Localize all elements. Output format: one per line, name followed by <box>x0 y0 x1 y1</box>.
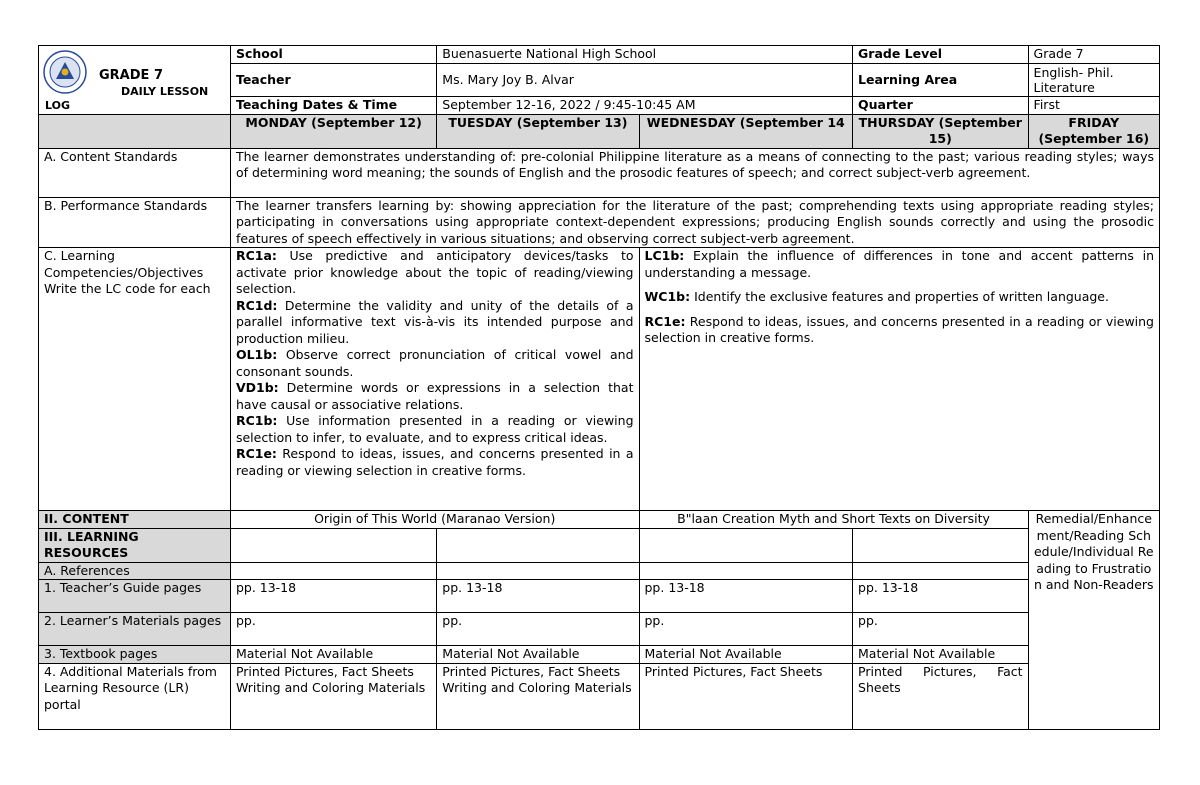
teacher-value: Ms. Mary Joy B. Alvar <box>437 64 853 97</box>
header-logo-cell <box>39 46 231 115</box>
competency-item: RC1e: Respond to ideas, issues, and concerns presented in a reading or viewing selection in creative forms. <box>235 446 634 478</box>
learning-resources-label: III. LEARNING RESOURCES <box>39 528 231 562</box>
empty-cell <box>853 528 1029 562</box>
competency-item: WC1b: Identify the exclusive features and properties of written language. <box>644 289 1109 304</box>
daily-lesson-title: DAILY LESSON <box>121 85 209 98</box>
learning-area-value: English- Phil. Literature <box>1028 64 1159 97</box>
competency-item: VD1b: Determine words or expressions in a selection that have causal or associative relations. <box>235 380 634 412</box>
log-title: LOG <box>45 99 70 112</box>
learning-area-label: Learning Area <box>853 64 1029 97</box>
dates-label: Teaching Dates & Time <box>230 97 436 115</box>
competency-item: RC1e: Respond to ideas, issues, and concerns presented in a reading or viewing selection in creative forms. <box>644 313 1154 345</box>
textbook-wednesday: Material Not Available <box>639 646 853 664</box>
quarter-label: Quarter <box>853 97 1029 115</box>
textbook-monday: Material Not Available <box>230 646 436 664</box>
deped-seal-icon <box>43 50 87 94</box>
competency-item: RC1b: Use information presented in a reading or viewing selection to infer, to evaluate, and to express critical ideas. <box>235 413 634 445</box>
textbook-thursday: Material Not Available <box>853 646 1029 664</box>
competency-item: RC1d: Determine the validity and unity of the details of a parallel informative text vis-à-vis its intended purpose and production milieu. <box>235 297 634 346</box>
additional-materials-label: 4. Additional Materials from Learning Resource (LR) portal <box>39 663 231 729</box>
teachers-guide-monday: pp. 13-18 <box>230 580 436 613</box>
learners-materials-tuesday: pp. <box>437 613 639 646</box>
teachers-guide-label: 1. Teacher’s Guide pages <box>39 580 231 613</box>
empty-cell <box>230 528 436 562</box>
grade-title: GRADE 7 <box>99 68 163 83</box>
daily-lesson-log-table <box>38 45 1160 730</box>
empty-cell <box>639 528 853 562</box>
additional-materials-tuesday: Printed Pictures, Fact Sheets Writing and Coloring Materials <box>437 663 639 729</box>
textbook-tuesday: Material Not Available <box>437 646 639 664</box>
empty-cell <box>639 562 853 580</box>
empty-cell <box>230 562 436 580</box>
day-tuesday: TUESDAY (September 13) <box>437 114 639 148</box>
school-value: Buenasuerte National High School <box>437 46 853 64</box>
content-wed-thu: B"laan Creation Myth and Short Texts on Diversity <box>639 511 1028 529</box>
performance-standards-value: The learner transfers learning by: showing appreciation for the literature of the past; comprehending texts using appropriate reading styles; participating in conversations using appropriate context-dependent expressions; producing English sounds correctly and using the prosodic features of speech effectively in various situations; and observing correct subject-verb agreement. <box>230 197 1159 248</box>
additional-materials-wednesday: Printed Pictures, Fact Sheets <box>639 663 853 729</box>
references-label: A. References <box>39 562 231 580</box>
additional-materials-thursday: Printed Pictures, Fact Sheets <box>853 663 1029 729</box>
learners-materials-monday: pp. <box>230 613 436 646</box>
learners-materials-wednesday: pp. <box>639 613 853 646</box>
empty-cell <box>853 562 1029 580</box>
content-label: II. CONTENT <box>39 511 231 529</box>
quarter-value: First <box>1028 97 1159 115</box>
additional-materials-monday: Printed Pictures, Fact Sheets Writing and Coloring Materials <box>230 663 436 729</box>
day-wednesday: WEDNESDAY (September 14 <box>639 114 853 148</box>
day-monday: MONDAY (September 12) <box>230 114 436 148</box>
friday-remedial-note: Remedial/Enhancement/Reading Schedule/Individual Reading to Frustration and Non-Readers <box>1028 511 1159 730</box>
learners-materials-label: 2. Learner’s Materials pages <box>39 613 231 646</box>
teachers-guide-wednesday: pp. 13-18 <box>639 580 853 613</box>
content-standards-label: A. Content Standards <box>39 148 231 197</box>
grade-level-value: Grade 7 <box>1028 46 1159 64</box>
teacher-label: Teacher <box>230 64 436 97</box>
learners-materials-thursday: pp. <box>853 613 1029 646</box>
day-header-blank <box>39 114 231 148</box>
competency-item: OL1b: Observe correct pronunciation of critical vowel and consonant sounds. <box>235 347 634 379</box>
competencies-label: C. Learning Competencies/Objectives Write the LC code for each <box>39 248 231 511</box>
competency-item: RC1a: Use predictive and anticipatory devices/tasks to activate prior knowledge about the topic of reading/viewing selection. <box>235 248 634 296</box>
dates-value: September 12-16, 2022 / 9:45-10:45 AM <box>437 97 853 115</box>
content-mon-tue: Origin of This World (Maranao Version) <box>230 511 639 529</box>
textbook-label: 3. Textbook pages <box>39 646 231 664</box>
grade-level-label: Grade Level <box>853 46 1029 64</box>
competencies-right <box>639 248 1160 511</box>
empty-cell <box>437 528 639 562</box>
content-standards-value: The learner demonstrates understanding of: pre-colonial Philippine literature as a means of connecting to the past; various reading styles; ways of determining word meaning; the sounds of English and the prosodic features of speech; and correct subject-verb agreement. <box>230 148 1159 197</box>
day-friday: FRIDAY (September 16) <box>1028 114 1159 148</box>
performance-standards-label: B. Performance Standards <box>39 197 231 248</box>
school-label: School <box>230 46 436 64</box>
teachers-guide-thursday: pp. 13-18 <box>853 580 1029 613</box>
competency-item: LC1b: Explain the influence of differences in tone and accent patterns in understanding a message. <box>644 248 1154 280</box>
empty-cell <box>437 562 639 580</box>
day-thursday: THURSDAY (September 15) <box>853 114 1029 148</box>
competencies-left <box>230 248 639 511</box>
teachers-guide-tuesday: pp. 13-18 <box>437 580 639 613</box>
